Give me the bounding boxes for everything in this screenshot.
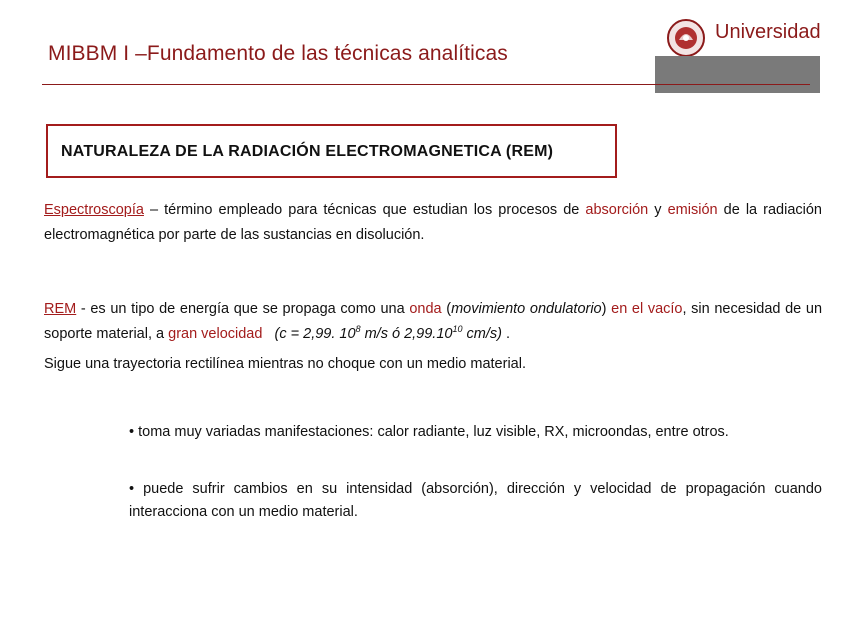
para2-end: .	[501, 326, 511, 342]
paragraph-trayectoria: Sigue una trayectoria rectilínea mientras no choque con un medio material.	[44, 356, 526, 372]
para2-text1: - es un tipo de energía que se propaga como una	[76, 301, 410, 317]
formula-part-a: (c = 2,99. 10	[274, 326, 356, 342]
formula-part-c: cm/s)	[462, 326, 502, 342]
paragraph-espectroscopia	[44, 198, 822, 248]
word-onda: onda	[409, 301, 442, 317]
section-title-box	[46, 124, 617, 178]
section-title: NATURALEZA DE LA RADIACIÓN ELECTROMAGNETICA (REM)	[61, 143, 554, 160]
para1-y: y	[648, 202, 668, 218]
university-seal-icon	[665, 18, 707, 58]
para1-text2: de la radiación electromagnética por parte de las sustancias en disolución.	[44, 202, 822, 243]
term-rem: REM	[44, 301, 77, 317]
formula-part-b: m/s ó 2,99.10	[360, 326, 453, 342]
logo-grey-bar	[655, 56, 820, 93]
paragraph-rem	[44, 297, 822, 347]
para1-text1: – término empleado para técnicas que estudian los procesos de	[143, 202, 586, 218]
bullet-item: • puede sufrir cambios en su intensidad (absorción), dirección y velocidad de propagación cuando interacciona con un medio material.	[129, 481, 822, 520]
phrase-movimiento: movimiento ondulatorio	[451, 301, 602, 317]
para2-paren-close: )	[601, 301, 612, 317]
para2-paren-open: (	[441, 301, 452, 317]
word-emision: emisión	[667, 202, 718, 218]
phrase-velocidad: gran velocidad	[168, 326, 263, 342]
formula-exp-b: 10	[452, 324, 463, 335]
university-logo	[655, 12, 823, 82]
word-absorcion: absorción	[585, 202, 649, 218]
page-title: MIBBM I –Fundamento de las técnicas analíticas	[48, 42, 508, 65]
formula-exp-a: 8	[355, 324, 361, 335]
para2-text2: , sin necesidad de un soporte material, a	[44, 301, 823, 342]
phrase-vacio: en el vacío	[611, 301, 683, 317]
bullet-item: • toma muy variadas manifestaciones: calor radiante, luz visible, RX, microondas, entre otros.	[129, 424, 729, 440]
term-espectroscopia: Espectroscopía	[44, 202, 144, 218]
header-divider	[42, 84, 810, 85]
logo-text: Universidad	[715, 21, 821, 43]
